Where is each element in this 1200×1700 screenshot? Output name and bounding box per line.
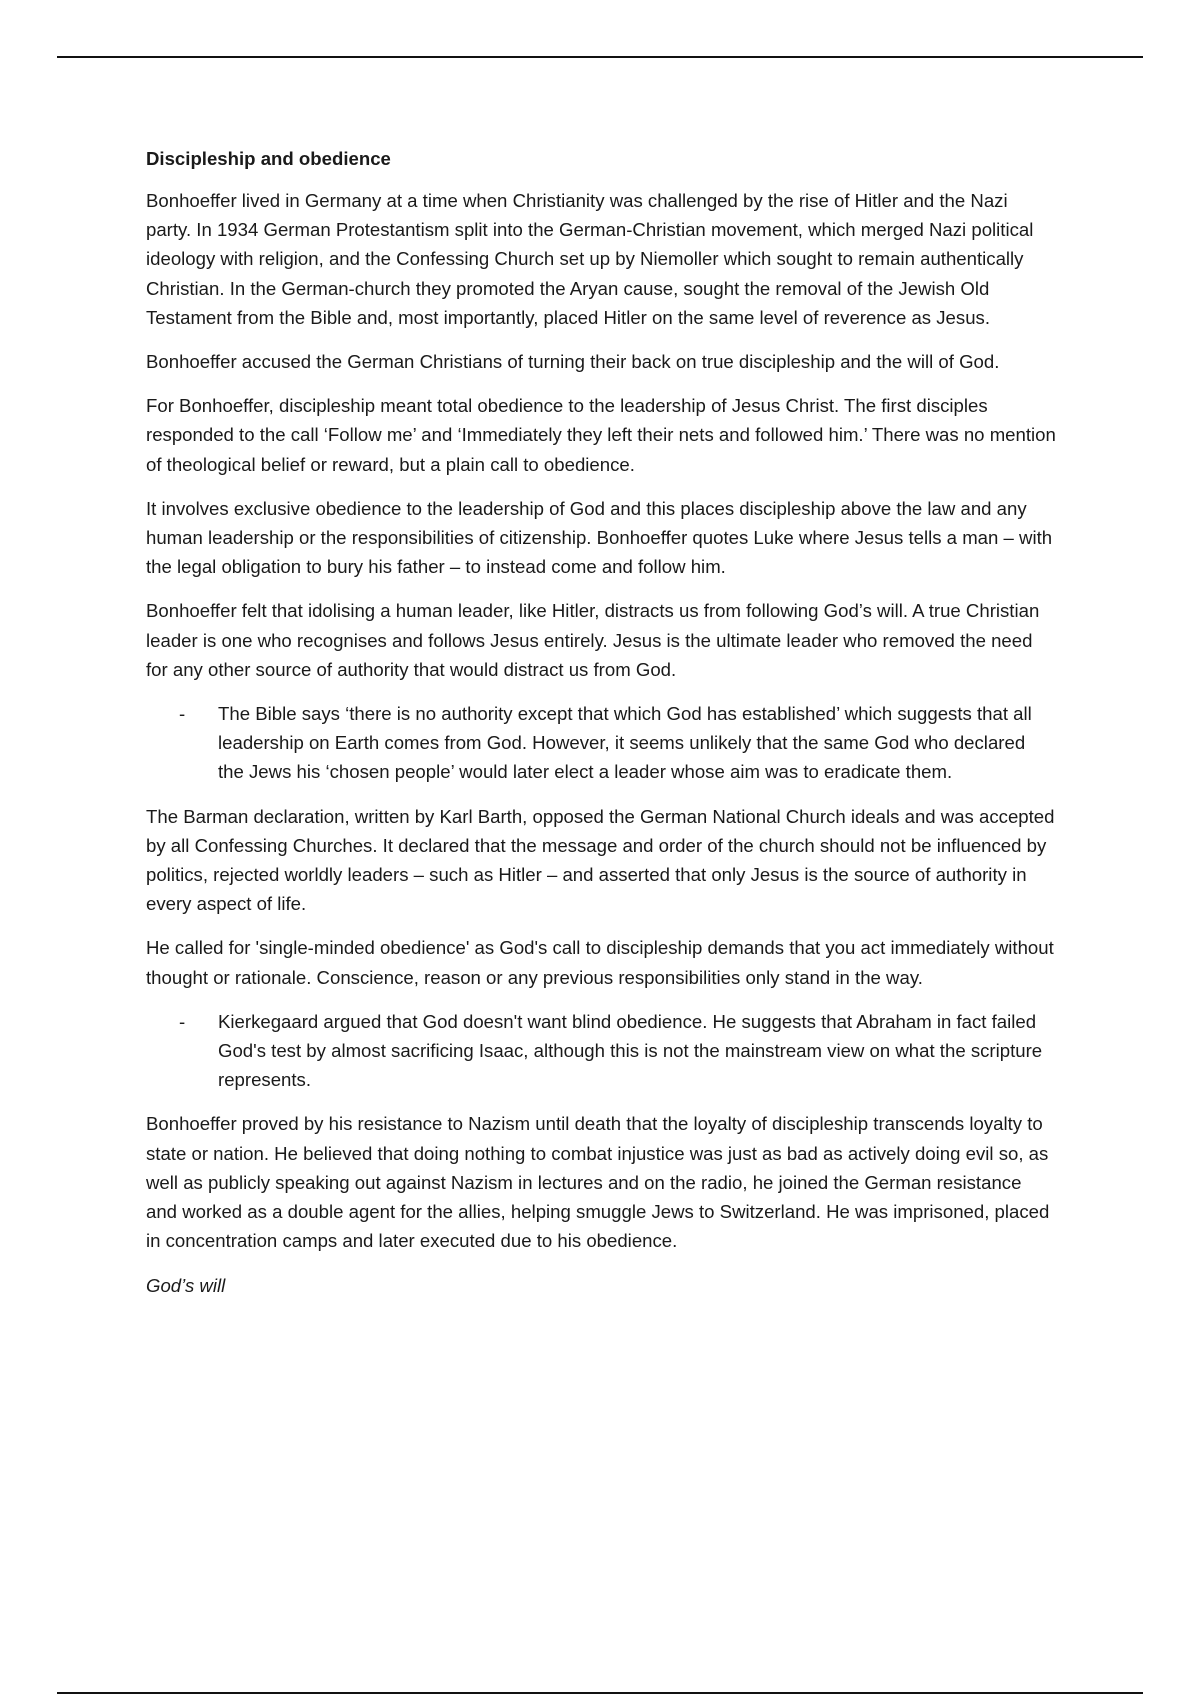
- document-body: [146, 146, 1056, 1300]
- paragraph-context: Bonhoeffer lived in Germany at a time when Christianity was challenged by the rise of Hitler and the Nazi party. In 1934 German Protestantism split into the German-Christian movement, which merged Nazi political ideology with religion, and the Confessing Church set up by Niemoller which sought to remain authentically Christian. In the German-church they promoted the Aryan cause, sought the removal of the Jewish Old Testament from the Bible and, most importantly, placed Hitler on the same level of reverence as Jesus.: [146, 190, 1034, 328]
- header-rule: [57, 56, 1143, 58]
- bullet-marker: -: [179, 703, 186, 725]
- paragraph-single-minded-obedience: He called for 'single-minded obedience' as God's call to discipleship demands that you act immediately without thought or rationale. Conscience, reason or any previous responsibilities only stand in the way.: [146, 937, 1054, 988]
- footer-rule: [57, 1692, 1143, 1694]
- bullet-marker: -: [179, 1010, 186, 1032]
- paragraph-exclusive-obedience: It involves exclusive obedience to the leadership of God and this places discipleship above the law and any human leadership or the responsibilities of citizenship. Bonhoeffer quotes Luke where Jesus tells a man – with the legal obligation to bury his father – to instead come and follow him.: [146, 497, 1053, 578]
- bullet-item-bible-authority: [146, 699, 1056, 787]
- bullet-item-kierkegaard: [146, 1007, 1056, 1095]
- paragraph-idolising-leader: Bonhoeffer felt that idolising a human leader, like Hitler, distracts us from following God’s will. A true Christian leader is one who recognises and follows Jesus entirely. Jesus is the ultimate leader who removed the need for any other source of authority that would distract us from God.: [146, 600, 1040, 680]
- subheading-gods-will: God’s will: [146, 1274, 226, 1296]
- section-heading: Discipleship and obedience: [146, 148, 391, 169]
- bullet-text: The Bible says ‘there is no authority except that which God has established’ which suggests that all leadership on Earth comes from God. However, it seems unlikely that the same God who declared the Jews his ‘chosen people’ would later elect a leader whose aim was to eradicate them.: [218, 703, 1032, 783]
- paragraph-accusation: Bonhoeffer accused the German Christians of turning their back on true discipleship and the will of God.: [146, 351, 1000, 373]
- paragraph-resistance: Bonhoeffer proved by his resistance to Nazism until death that the loyalty of discipleship transcends loyalty to state or nation. He believed that doing nothing to combat injustice was just as bad as actively doing evil so, as well as publicly speaking out against Nazism in lectures and on the radio, he joined the German resistance and worked as a double agent for the allies, helping smuggle Jews to Switzerland. He was imprisoned, placed in concentration camps and later executed due to his obedience.: [146, 1113, 1050, 1252]
- paragraph-barmen-declaration: The Barman declaration, written by Karl Barth, opposed the German National Church ideals and was accepted by all Confessing Churches. It declared that the message and order of the church should not be influenced by politics, rejected worldly leaders – such as Hitler – and asserted that only Jesus is the source of authority in every aspect of life.: [146, 805, 1055, 915]
- paragraph-discipleship-meaning: For Bonhoeffer, discipleship meant total obedience to the leadership of Jesus Christ. The first disciples responded to the call ‘Follow me’ and ‘Immediately they left their nets and followed him.’ There was no mention of theological belief or reward, but a plain call to obedience.: [146, 395, 1056, 475]
- bullet-text: Kierkegaard argued that God doesn't want blind obedience. He suggests that Abraham in fact failed God's test by almost sacrificing Isaac, although this is not the mainstream view on what the scripture represents.: [218, 1010, 1043, 1091]
